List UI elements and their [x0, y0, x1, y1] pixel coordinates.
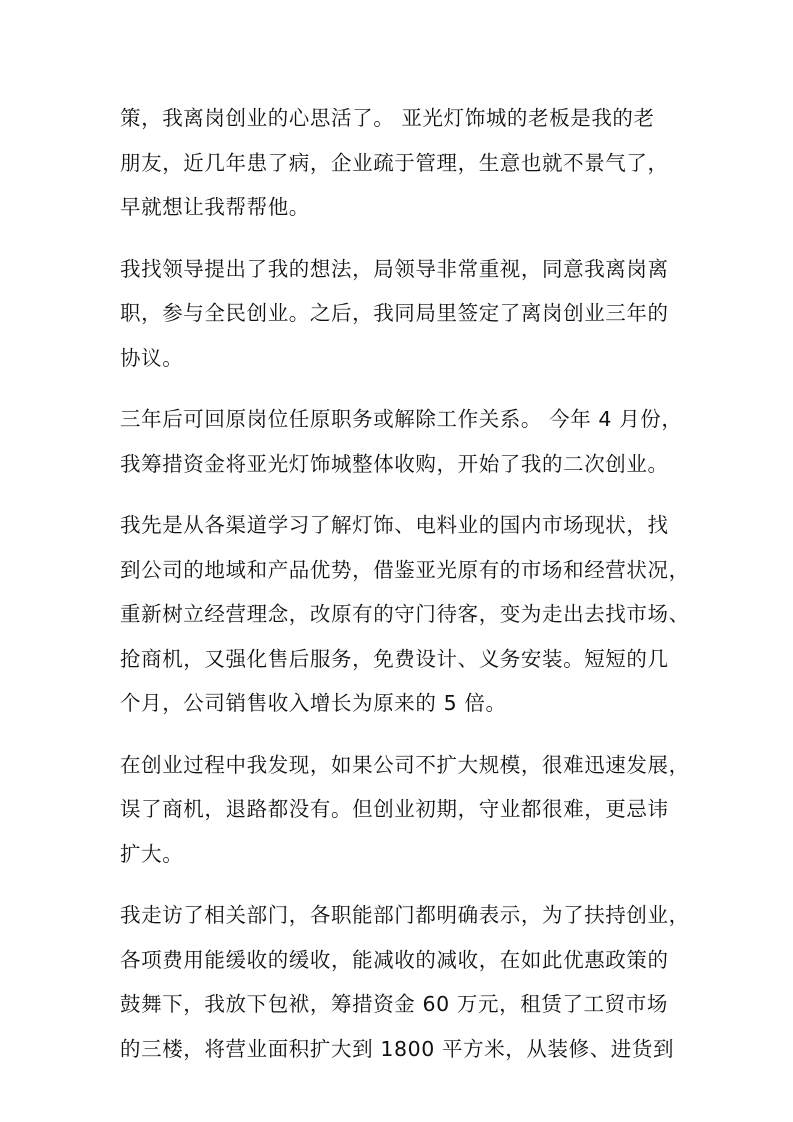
text-line: 个月，公司销售收入增长为原来的 5 倍。 — [120, 691, 507, 715]
text-line: 鼓舞下，我放下包袱，筹措资金 60 万元，租赁了工贸市场 — [120, 992, 668, 1016]
document-page — [120, 96, 690, 1088]
text-line: 早就想让我帮帮他。 — [120, 195, 310, 219]
text-line: 到公司的地域和产品优势，借鉴亚光原有的市场和经营状况， — [120, 557, 690, 582]
text-line: 在创业过程中我发现，如果公司不扩大规模，很难迅速发展， — [120, 752, 690, 777]
text-line: 协议。 — [120, 345, 184, 370]
paragraph-4 — [120, 503, 690, 726]
paragraph-1 — [120, 96, 690, 230]
text-line: 我找领导提出了我的想法，局领导非常重视，同意我离岗离 — [120, 256, 669, 281]
text-line: 我先是从各渠道学习了解灯饰、电料业的国内市场现状，找 — [120, 513, 669, 537]
paragraph-3 — [120, 397, 690, 486]
paragraph-6 — [120, 893, 690, 1071]
text-line: 策，我离岗创业的心思活了。 亚光灯饰城的老板是我的老 — [120, 106, 655, 130]
text-line: 误了商机，退路都没有。但创业初期，守业都很难，更忌讳 — [120, 797, 669, 821]
text-line: 我筹措资金将亚光灯饰城整体收购，开始了我的二次创业。 — [120, 451, 669, 476]
text-line: 各项费用能缓收的缓收，能减收的减收，在如此优惠政策的 — [120, 947, 669, 972]
text-line: 扩大。 — [120, 841, 184, 866]
paragraph-5 — [120, 743, 690, 877]
text-line: 抢商机，又强化售后服务，免费设计、义务安装。短短的几 — [120, 646, 669, 671]
text-line: 我走访了相关部门，各职能部门都明确表示，为了扶持创业， — [120, 903, 690, 927]
text-line: 的三楼，将营业面积扩大到 1800 平方米，从装修、进货到 — [120, 1036, 675, 1061]
text-line: 朋友，近几年患了病，企业疏于管理，生意也就不景气了， — [120, 150, 669, 175]
paragraph-2 — [120, 247, 690, 381]
text-line: 职，参与全民创业。之后，我同局里签定了离岗创业三年的 — [120, 301, 669, 325]
text-line: 重新树立经营理念，改原有的守门待客，变为走出去找市场、 — [120, 602, 690, 626]
text-line: 三年后可回原岗位任原职务或解除工作关系。 今年 4 月份， — [120, 407, 683, 431]
